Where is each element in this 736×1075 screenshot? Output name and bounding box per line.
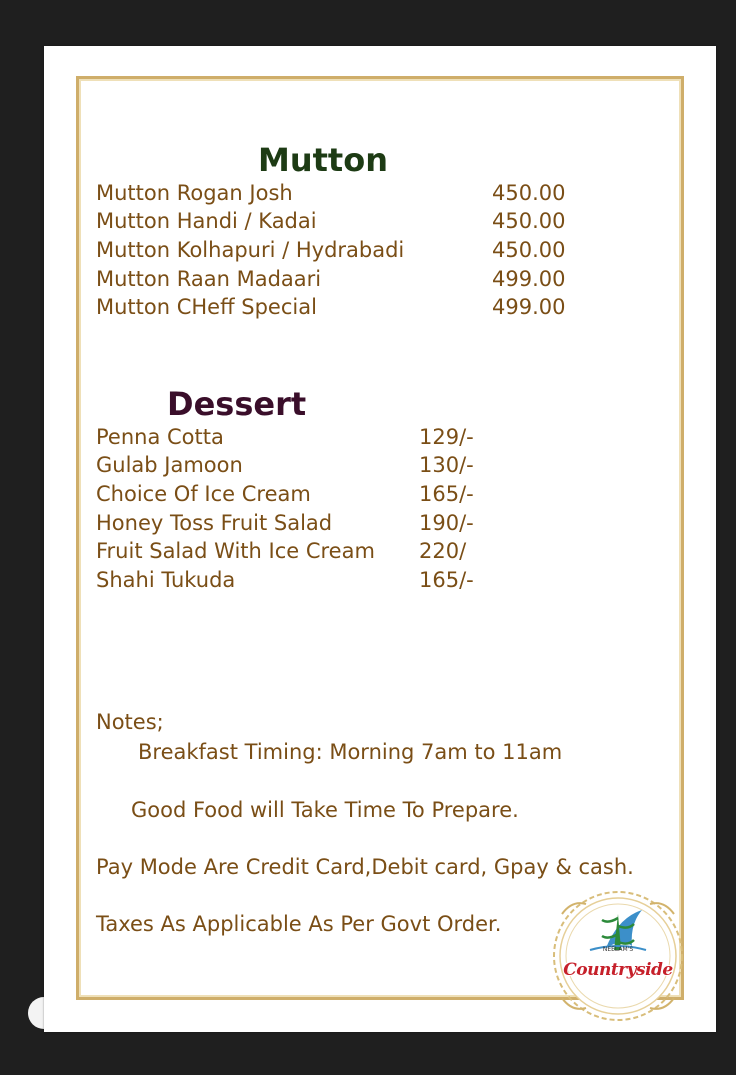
menu-item-name: Honey Toss Fruit Salad	[96, 511, 333, 535]
menu-item-name: Shahi Tukuda	[96, 568, 236, 592]
menu-item-price: 450.00	[492, 181, 566, 205]
menu-item-name: Mutton Kolhapuri / Hydrabadi	[96, 238, 405, 262]
breakfast-timing-note: Breakfast Timing: Morning 7am to 11am	[138, 740, 563, 764]
menu-item-name: Gulab Jamoon	[96, 453, 243, 477]
menu-item-name: Mutton Rogan Josh	[96, 181, 293, 205]
menu-item-price: 499.00	[492, 267, 566, 291]
menu-item-name: Penna Cotta	[96, 425, 224, 449]
menu-item-price: 450.00	[492, 238, 566, 262]
countryside-logo	[548, 874, 688, 1038]
menu-item-name: Mutton Raan Madaari	[96, 267, 322, 291]
payment-mode-note: Pay Mode Are Credit Card,Debit card, Gpay & cash.	[96, 855, 634, 879]
menu-item-name: Fruit Salad With Ice Cream	[96, 539, 375, 563]
menu-item-price: 165/-	[419, 568, 474, 592]
menu-item-price: 190/-	[419, 511, 474, 535]
menu-item-price: 129/-	[419, 425, 474, 449]
logo-brand-text: Countryside	[563, 960, 673, 980]
notes-title: Notes;	[96, 710, 164, 734]
menu-item-price: 499.00	[492, 295, 566, 319]
taxes-note: Taxes As Applicable As Per Govt Order.	[96, 912, 502, 936]
menu-item-price: 165/-	[419, 482, 474, 506]
mutton-heading: Mutton	[258, 141, 388, 179]
menu-item-price: 130/-	[419, 453, 474, 477]
prep-time-note: Good Food will Take Time To Prepare.	[131, 798, 519, 822]
menu-item-name: Mutton CHeff Special	[96, 295, 317, 319]
logo-small-text: NEELAM'S	[602, 946, 634, 953]
menu-item-name: Choice Of Ice Cream	[96, 482, 311, 506]
logo-seal-graphic	[548, 874, 688, 1038]
menu-item-name: Mutton Handi / Kadai	[96, 209, 317, 233]
menu-item-price: 220/	[419, 539, 467, 563]
dessert-heading: Dessert	[167, 385, 307, 423]
menu-item-price: 450.00	[492, 209, 566, 233]
